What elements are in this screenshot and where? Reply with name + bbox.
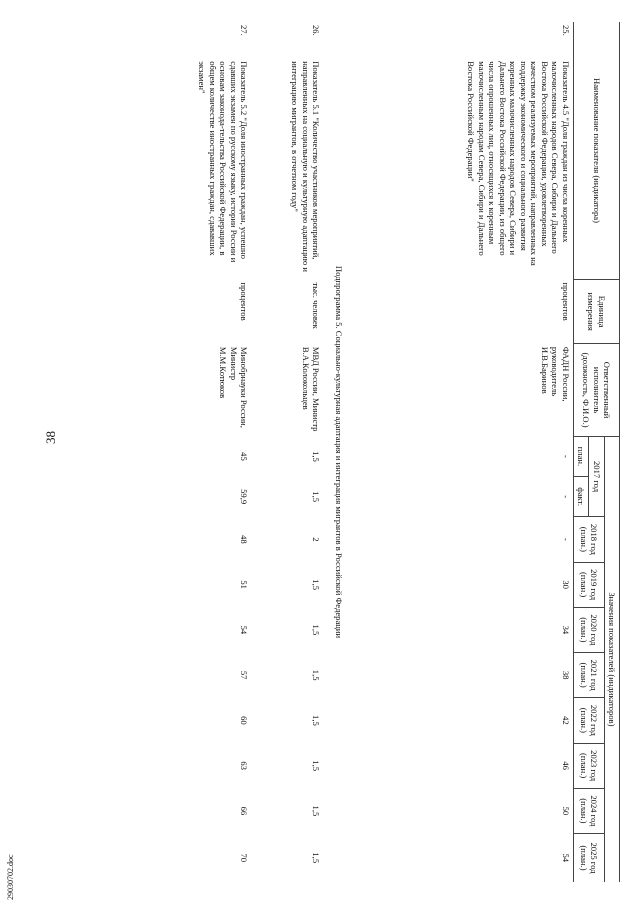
value-2025: 1,5: [311, 852, 322, 864]
indicator-unit: процентов: [239, 282, 250, 321]
value-2024: 50: [560, 806, 571, 816]
table-row: [167, 22, 251, 882]
header-year-2022: 2022 год (план.): [573, 698, 604, 743]
indicator-name: Показатель 5.1 "Количество участников мероприятий, направленных на социальную и культурную адаптацию и интеграцию мигрантов, в отчетном году": [290, 61, 322, 272]
value-2024: 1,5: [311, 805, 322, 817]
indicator-responsible: МВД России, Министр В.А.Колокольцев: [300, 346, 322, 432]
row-number: 27.: [239, 25, 250, 36]
header-year-2020: 2020 год (план.): [573, 607, 604, 652]
value-2018: 48: [239, 535, 250, 544]
value-2025: 70: [239, 853, 250, 863]
page-number: 38: [43, 431, 58, 444]
value-2020: 54: [239, 625, 250, 635]
value-2019: 30: [560, 580, 571, 589]
header-2017-plan: план.: [573, 436, 588, 476]
value-2023: 63: [239, 761, 250, 770]
rotated-table-container: [60, 22, 620, 882]
table-row: [251, 22, 323, 882]
header-indicator-name: Наименование показателя (индикатора): [573, 22, 619, 279]
header-year-2025: 2025 год (план.): [573, 834, 604, 882]
header-unit: Единица измерения: [573, 279, 619, 343]
table-row: [354, 22, 574, 882]
indicator-name: Показатель 5.2 "Доля иностранных граждан, успешно сдавших экзамен по русскому языку, истории России и основам законода-тельства Российской Федерации, в общем количестве иностранных граждан, сдававших экзамен": [197, 61, 250, 263]
header-2017-fact: факт.: [573, 477, 588, 517]
value-2019: 51: [239, 580, 250, 589]
indicator-responsible: ФАДН России, руководитель И.В.Баринов: [539, 346, 571, 402]
value-2017-plan: -: [560, 455, 571, 458]
header-year-2024: 2024 год (план.): [573, 788, 604, 833]
value-2018: -: [560, 537, 571, 541]
value-2019: 1,5: [311, 579, 322, 591]
table-body: [167, 22, 573, 882]
header-year-2017: 2017 год: [589, 436, 604, 516]
value-2017-plan: 1,5: [311, 451, 322, 462]
indicator-unit: процентов: [560, 282, 571, 321]
value-2018: 2: [311, 537, 322, 542]
header-year-2019: 2019 год (план.): [573, 562, 604, 607]
indicator-responsible: Минобрнауки России, Министр М.М.Котюков: [218, 346, 250, 428]
value-2017-fact: 1,5: [311, 491, 322, 503]
header-values-group: Значения показателей (индикаторов): [604, 436, 619, 882]
row-number: 26.: [311, 25, 322, 36]
indicators-table: [167, 22, 620, 882]
indicator-unit: тыс. человек: [311, 282, 322, 329]
value-2022: 1,5: [311, 715, 322, 726]
value-2021: 38: [560, 670, 571, 680]
value-2017-fact: -: [560, 495, 571, 499]
value-2021: 57: [239, 670, 250, 680]
value-2020: 1,5: [311, 624, 322, 636]
subprogram-row: [323, 22, 353, 882]
header-year-2018: 2018 год (план.): [573, 517, 604, 562]
value-2021: 1,5: [311, 669, 322, 681]
value-2017-plan: 45: [239, 452, 250, 461]
value-2022: 60: [239, 716, 250, 725]
value-2017-fact: 59,9: [239, 489, 250, 505]
value-2025: 54: [560, 853, 571, 863]
header-year-2021: 2021 год (план.): [573, 653, 604, 698]
value-2023: 46: [560, 761, 571, 770]
indicator-name: Показатель 4.5 "Доля граждан из числа коренных малочисленных народов Севера, Сибири и Дальнего Востока Российской Федерации, удовлетворенных качеством реализуемых мероприятий, направленных на поддержку экономического и социального развития коренных малочисленных народов Севера, Сибири и Дальнего Востока Российской Федерации, из общего числа опрошенных лиц, относящихся к коренным малочисленным народам Севера, Сибири и Дальнего Востока Российской Федерации": [466, 61, 571, 266]
value-2023: 1,5: [311, 760, 322, 772]
table-header: [573, 22, 619, 882]
header-year-2023: 2023 год (план.): [573, 743, 604, 788]
value-2020: 34: [560, 625, 571, 635]
header-responsible: Ответственный исполнитель (должность, Ф.И.О.): [573, 344, 619, 437]
row-number: 25.: [560, 25, 571, 36]
value-2024: 66: [239, 806, 250, 816]
value-2022: 42: [560, 716, 571, 725]
document-code: 29030702.doc: [6, 854, 15, 900]
subprogram-heading: Подпрограмма 5. Социально-культурная адаптация и интеграция мигрантов в Российской Федерации: [333, 265, 344, 639]
